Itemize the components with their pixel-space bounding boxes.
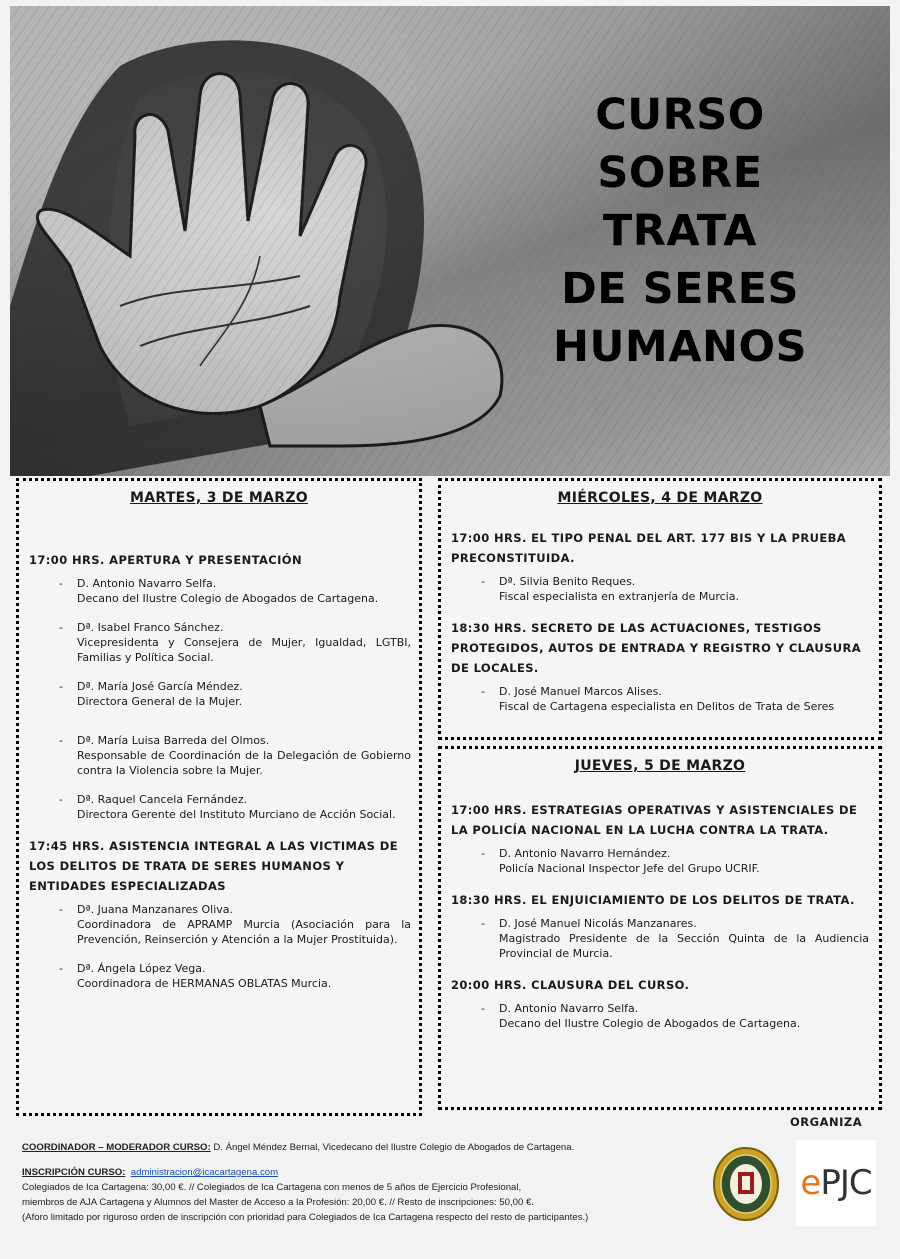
registration-line <box>22 1165 692 1180</box>
coordinator-text: D. Ángel Méndez Bernal, Vicedecano del Ilustre Colegio de Abogados de Cartagena. <box>210 1142 575 1153</box>
speaker-list <box>29 902 411 991</box>
speaker <box>485 684 869 714</box>
session-title: 18:30 HRS. SECRETO DE LAS ACTUACIONES, TESTIGOS PROTEGIDOS, AUTOS DE ENTRADA Y REGISTRO Y CLAUSURA DE LOCALES. <box>451 621 862 675</box>
program-day-wednesday <box>438 478 882 740</box>
speaker-name: - Dª. Raquel Cancela Fernández. <box>77 793 248 806</box>
day-title: MIÉRCOLES, 4 DE MARZO <box>557 490 763 506</box>
speaker-list <box>451 1001 869 1031</box>
title-line: SOBRE <box>597 148 763 198</box>
session-title: 18:30 HRS. EL ENJUICIAMIENTO DE LOS DELITOS DE TRATA. <box>451 893 855 907</box>
hero-banner <box>10 6 890 476</box>
registration-label: INSCRIPCIÓN CURSO: <box>22 1167 126 1178</box>
session-title: 17:00 HRS. ESTRATEGIAS OPERATIVAS Y ASISTENCIALES DE LA POLICÍA NACIONAL EN LA LUCHA CONTRA LA TRATA. <box>451 803 858 837</box>
speaker-name: - Dª. Juana Manzanares Oliva. <box>77 903 234 916</box>
epjc-logo-e: e <box>800 1163 821 1203</box>
speaker <box>63 620 411 665</box>
day-title: MARTES, 3 DE MARZO <box>130 490 308 506</box>
speaker-role: Magistrado Presidente de la Sección Quinta de la Audiencia Provincial de Murcia. <box>499 932 869 960</box>
speaker-name: - D. José Manuel Marcos Alises. <box>499 685 662 698</box>
fees-line: Colegiados de Ica Cartagena: 30,00 €. // Colegiados de Ica Cartagena con menos de 5 años de Ejercicio Profesional, <box>22 1182 522 1193</box>
speaker-role: Decano del Ilustre Colegio de Abogados de Cartagena. <box>77 592 379 605</box>
speaker-list <box>451 684 869 714</box>
day-title: JUEVES, 5 DE MARZO <box>574 758 746 774</box>
speaker-list <box>29 576 411 822</box>
speaker-name: - Dª. Isabel Franco Sánchez. <box>77 621 224 634</box>
speaker-role: Fiscal de Cartagena especialista en Delitos de Trata de Seres <box>499 700 835 713</box>
speaker-role: Coordinadora de APRAMP Murcia (Asociación para la Prevención, Reinserción y Atención a la Mujer Prostituida). <box>77 918 411 946</box>
session-title: 17:45 HRS. ASISTENCIA INTEGRAL A LAS VICTIMAS DE LOS DELITOS DE TRATA DE SERES HUMANOS Y ENTIDADES ESPECIALIZADAS <box>29 839 398 893</box>
program-day-thursday <box>438 746 882 1110</box>
speaker-name: - Dª. María José García Méndez. <box>77 680 243 693</box>
speaker <box>485 846 869 876</box>
coordinator-label: COORDINADOR – MODERADOR CURSO: <box>22 1142 211 1153</box>
title-line: HUMANOS <box>553 322 807 372</box>
organizer-label: ORGANIZA <box>790 1115 863 1129</box>
speaker-list <box>451 574 869 604</box>
speaker <box>63 733 411 778</box>
speaker-name: - D. Antonio Navarro Selfa. <box>499 1002 639 1015</box>
speaker-name: - Dª. Ángela López Vega. <box>77 962 206 975</box>
speaker <box>63 679 411 709</box>
speaker-role: Directora Gerente del Instituto Murciano de Acción Social. <box>77 808 396 821</box>
speaker <box>485 1001 869 1031</box>
session-title: 17:00 HRS. APERTURA Y PRESENTACIÓN <box>29 553 303 567</box>
speaker-name: - D. José Manuel Nicolás Manzanares. <box>499 917 697 930</box>
session-title: 17:00 HRS. EL TIPO PENAL DEL ART. 177 BIS Y LA PRUEBA PRECONSTITUIDA. <box>451 531 847 565</box>
speaker-name: - D. Antonio Navarro Selfa. <box>77 577 217 590</box>
epjc-logo <box>796 1140 876 1226</box>
fees-line: miembros de AJA Cartagena y Alumnos del Master de Acceso a la Profesión: 20,00 €. // Resto de inscripciones: 50,00 €. <box>22 1197 534 1208</box>
speaker-name: - Dª. María Luisa Barreda del Olmos. <box>77 734 270 747</box>
speaker <box>63 576 411 606</box>
title-line: CURSO <box>595 90 765 140</box>
speaker-list <box>451 846 869 876</box>
speaker-name: - Dª. Silvia Benito Reques. <box>499 575 636 588</box>
speaker-role: Coordinadora de HERMANAS OBLATAS Murcia. <box>77 977 332 990</box>
coordinator-line <box>22 1140 692 1155</box>
speaker <box>63 792 411 822</box>
title-line: DE SERES <box>561 264 799 314</box>
course-footer <box>22 1140 692 1225</box>
speaker <box>63 902 411 947</box>
speaker-role: Directora General de la Mujer. <box>77 695 243 708</box>
speaker-name: - D. Antonio Navarro Hernández. <box>499 847 671 860</box>
speaker <box>63 961 411 991</box>
session-title: 20:00 HRS. CLAUSURA DEL CURSO. <box>451 978 690 992</box>
registration-email-link[interactable]: administracion@icacartagena.com <box>130 1167 279 1178</box>
speaker <box>485 574 869 604</box>
speaker-role: Vicepresidenta y Consejera de Mujer, Igualdad, LGTBI, Familias y Política Social. <box>77 636 411 664</box>
speaker <box>485 916 869 961</box>
epjc-logo-text: PJC <box>820 1163 872 1203</box>
speaker-role: Decano del Ilustre Colegio de Abogados de Cartagena. <box>499 1017 801 1030</box>
program-day-tuesday <box>16 478 422 1116</box>
speaker-list <box>451 916 869 961</box>
title-line: TRATA <box>602 206 758 256</box>
bar-association-seal-icon <box>712 1146 780 1222</box>
speaker-role: Responsable de Coordinación de la Delegación de Gobierno contra la Violencia sobre la Mujer. <box>77 749 411 777</box>
speaker-role: Policía Nacional Inspector Jefe del Grupo UCRIF. <box>499 862 760 875</box>
speaker-role: Fiscal especialista en extranjería de Murcia. <box>499 590 739 603</box>
capacity-note: (Aforo limitado por riguroso orden de inscripción con prioridad para Colegiados de Ica Cartagena respecto del resto de participantes.) <box>22 1212 589 1223</box>
course-title <box>510 86 850 376</box>
